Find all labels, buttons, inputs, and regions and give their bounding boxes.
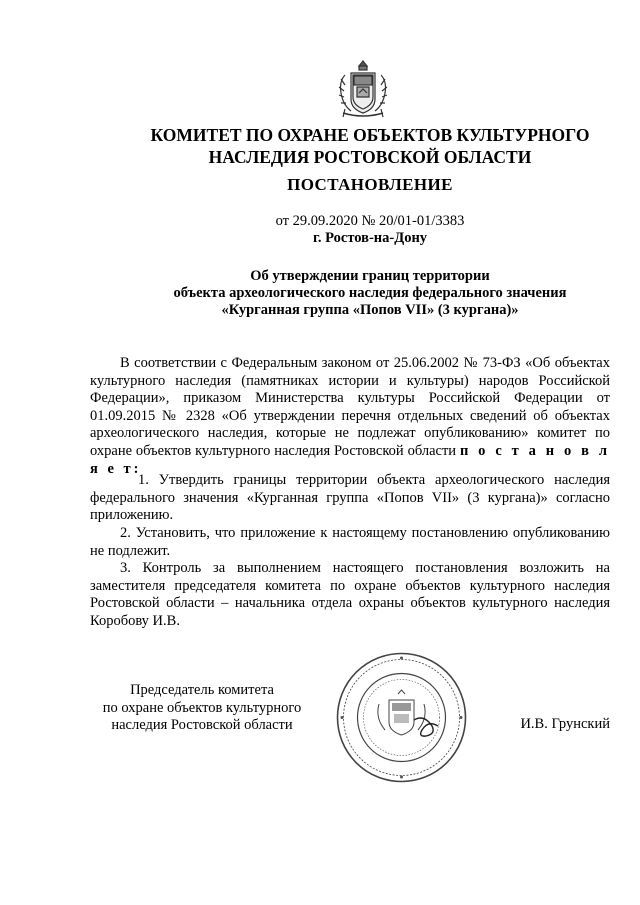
- signatory-title-line-3: наследия Ростовской области: [111, 717, 293, 733]
- subject-line-3: «Курганная группа «Попов VII» (3 кургана)»: [221, 302, 519, 318]
- document-city: г. Ростов-на-Дону: [312, 230, 428, 246]
- decree-item-2: 2. Установить, что приложение к настоящему постановлению опубликованию не подлежит.: [90, 525, 610, 559]
- organization-name-line-1: КОМИТЕТ ПО ОХРАНЕ ОБЪЕКТОВ КУЛЬТУРНОГО: [150, 125, 590, 145]
- official-seal-icon: [334, 650, 469, 785]
- signatory-name: И.В. Грунский: [520, 716, 610, 732]
- signatory-title: [90, 682, 314, 735]
- decree-item-3: 3. Контроль за выполнением настоящего постановления возложить на заместителя председателя комитета по охране объектов культурного наследия Ростовской области – начальника отдела охраны объектов культурного наследия Коробову И.В.: [90, 560, 610, 629]
- signatory-title-line-1: Председатель комитета: [130, 682, 274, 698]
- coat-of-arms-icon: [331, 57, 395, 121]
- organization-name-line-2: НАСЛЕДИЯ РОСТОВСКОЙ ОБЛАСТИ: [208, 147, 532, 167]
- document-subject: [100, 268, 640, 319]
- decree-word: п о с т а н о в л я е т:: [90, 442, 611, 477]
- signatory-title-line-2: по охране объектов культурного: [102, 699, 302, 716]
- subject-line-2: объекта археологического наследия федерального значения: [173, 285, 567, 301]
- organization-name: [100, 124, 640, 168]
- subject-line-1: Об утверждении границ территории: [250, 268, 490, 284]
- intro-text: В соответствии с Федеральным законом от 25.06.2002 № 73-ФЗ «Об объектах культурного наследия (памятниках истории и культуры) народов Российской Федерации», приказом Министерства культуры Российской Федерации от 01.09.2015 № 2328 «Об утверждении перечня отдельных сведений об объектах археологического наследия, которые не подлежат опубликованию» комитет по охране объектов культурного наследия Ростовской области: [90, 355, 610, 459]
- intro-paragraph: [90, 355, 610, 478]
- document-type: ПОСТАНОВЛЕНИЕ: [287, 175, 453, 194]
- decree-item-1: 1. Утвердить границы территории объекта археологического наследия федерального значения «Курганная группа «Попов VII» (3 кургана)» согласно приложению.: [90, 472, 610, 524]
- document-date-number: от 29.09.2020 № 20/01-01/3383: [275, 213, 465, 229]
